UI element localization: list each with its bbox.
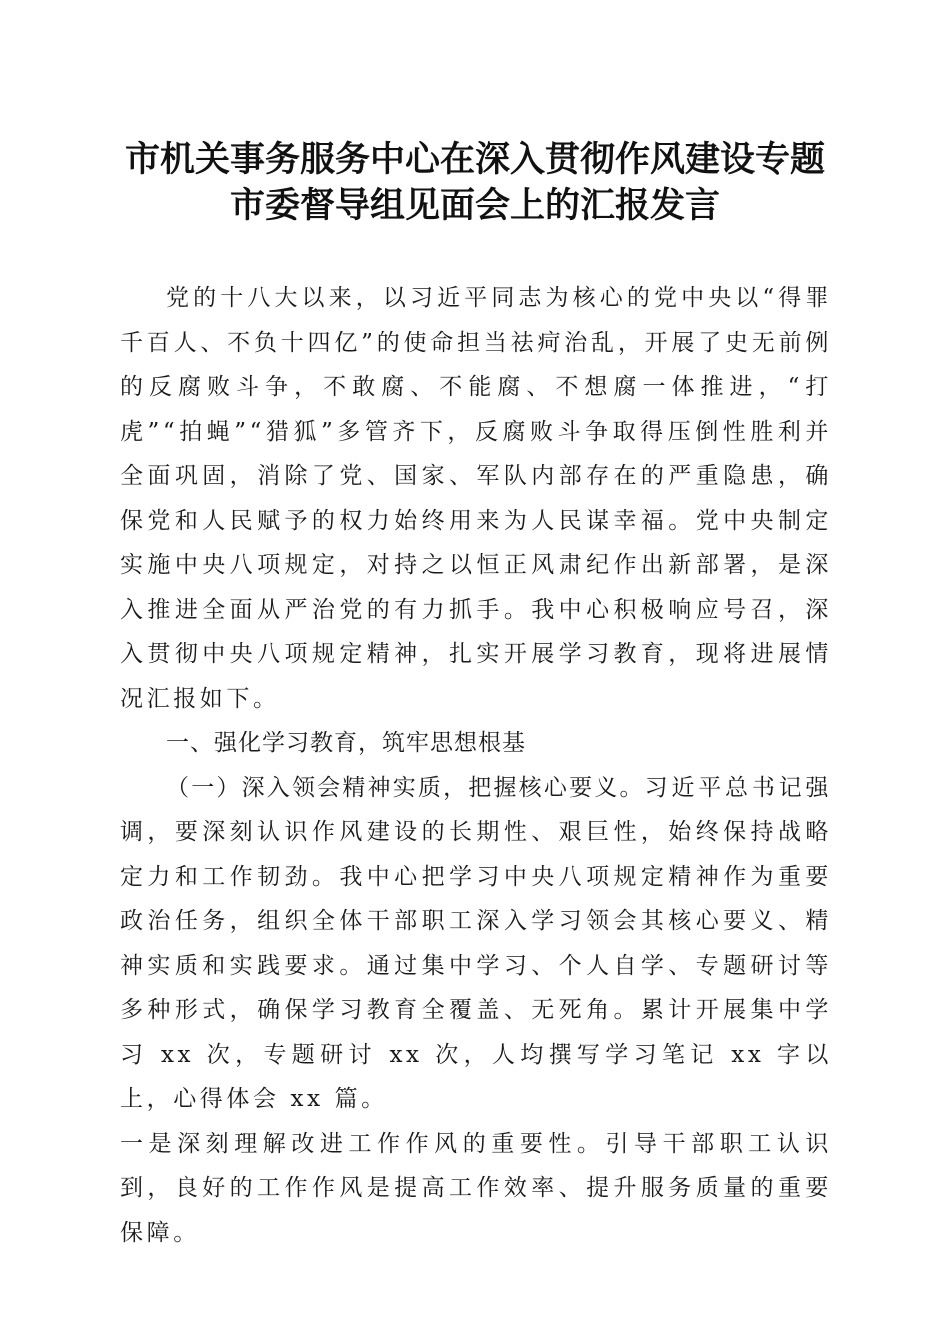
- document-title-line-2: 市委督导组见面会上的汇报发言: [229, 186, 720, 226]
- point-paragraph-1: 一是深刻理解改进工作作风的重要性。引导干部职工认识到，良好的工作作风是提高工作效率、提升服务质量的重要保障。: [120, 1130, 832, 1246]
- subsection-lead: （一）深入领会精神实质，把握核心要义。: [166, 774, 645, 801]
- section-heading-1: 一、强化学习教育，筑牢思想根基: [166, 730, 526, 756]
- subsection-paragraph-1: [120, 766, 832, 1122]
- intro-paragraph: 党的十八大以来，以习近平同志为核心的党中央以“得罪千百人、不负十四亿”的使命担当祛疴治乱，开展了史无前例的反腐败斗争，不敢腐、不能腐、不想腐一体推进，“打虎”“拍蝇”“猎狐”多管齐下，反腐败斗争取得压倒性胜利并全面巩固，消除了党、国家、军队内部存在的严重隐患，确保党和人民赋予的权力始终用来为人民谋幸福。党中央制定实施中央八项规定，对持之以恒正风肃纪作出新部署，是深入推进全面从严治党的有力抓手。我中心积极响应号召，深入贯彻中央八项规定精神，扎实开展学习教育，现将进展情况汇报如下。: [120, 285, 832, 712]
- document-title-line-1: 市机关事务服务中心在深入贯彻作风建设专题: [124, 140, 825, 180]
- subsection-text: 习近平总书记强调，要深刻认识作风建设的长期性、艰巨性，始终保持战略定力和工作韧劲。我中心把学习中央八项规定精神作为重要政治任务，组织全体干部职工深入学习领会其核心要义、精神实质和实践要求。通过集中学习、个人自学、专题研讨等多种形式，确保学习教育全覆盖、无死角。累计开展集中学习 xx 次，专题研讨 xx 次，人均撰写学习笔记 xx 字以上，心得体会 xx 篇。: [120, 774, 833, 1112]
- document-body: [120, 276, 832, 1255]
